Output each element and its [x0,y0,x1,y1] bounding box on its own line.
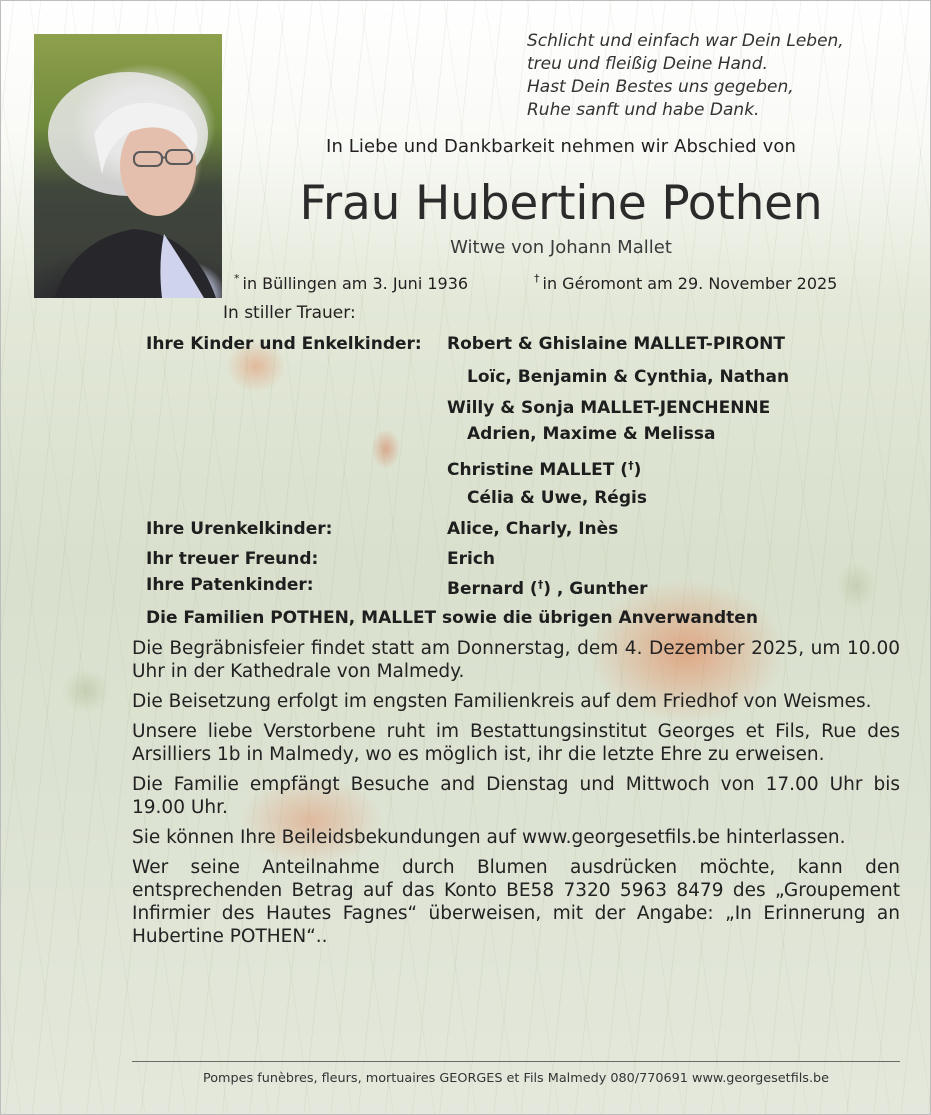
poem [527,30,907,122]
birth-text: in Büllingen am 3. Juni 1936 [242,274,469,293]
dagger-symbol: † [537,578,544,591]
birth-info [234,272,468,293]
child-family [447,455,641,481]
child-family: Robert & Ghislaine MALLET-PIRONT [447,334,785,354]
poem-line: Hast Dein Bestes uns gegeben, [527,77,794,97]
divider [132,1061,900,1062]
child-close: ) [633,460,642,480]
poem-line: treu und fleißig Deine Hand. [527,54,768,74]
death-info [534,272,837,293]
friend-name: Erich [447,549,496,569]
godchild-name: Bernard ( [447,579,538,599]
paragraph: Sie können Ihre Beileidsbekundungen auf www.georgesetfils.be hinterlassen. [132,827,846,848]
great-grandchildren: Alice, Charly, Inès [447,519,619,539]
birth-symbol: * [234,272,240,285]
great-grandchildren-label: Ihre Urenkelkinder: [146,519,333,539]
paragraph: Die Beisetzung erfolgt im engsten Familienkreis auf dem Friedhof von Weismes. [132,691,872,712]
paragraph: Unsere liebe Verstorbene ruht im Bestattungsinstitut Georges et Fils, Rue des Arsilliers 1b in Malmedy, wo es möglich ist, ihr die letzte Ehre zu erweisen. [132,721,900,765]
godchild-rest: ) , Gunther [543,579,648,599]
grandchildren: Adrien, Maxime & Melissa [467,424,716,444]
godchildren [447,574,648,600]
paragraph: Die Familie empfängt Besuche and Dienstag und Mittwoch von 17.00 Uhr bis 19.00 Uhr. [132,774,900,818]
child-name: Christine MALLET ( [447,460,629,480]
portrait-photo [34,34,222,298]
child-family: Willy & Sonja MALLET-JENCHENNE [447,398,771,418]
mourning-label: In stiller Trauer: [223,303,356,323]
portrait-illustration [34,34,222,298]
children-label: Ihre Kinder und Enkelkinder: [146,334,422,354]
paragraph: Wer seine Anteilnahme durch Blumen ausdrücken möchte, kann den entsprechenden Betrag auf das Konto BE58 7320 5963 8479 des „Groupement Infirmier des Hautes Fagnes“ überweisen, mit der Angabe: „In Erinnerung an Hubertine POTHEN“.. [132,857,900,947]
paragraph: Die Begräbnisfeier findet statt am Donnerstag, dem 4. Dezember 2025, um 10.00 Uhr in der Kathedrale von Malmedy. [132,638,900,682]
godchildren-label: Ihre Patenkinder: [146,575,314,595]
grandchildren: Loïc, Benjamin & Cynthia, Nathan [467,367,790,387]
deceased-name: Frau Hubertine Pothen [299,176,823,231]
widow-of: Witwe von Johann Mallet [450,237,672,258]
footer-credits: Pompes funèbres, fleurs, mortuaires GEORGES et Fils Malmedy 080/770691 www.georgesetfils.be [202,1071,830,1086]
poem-line: Ruhe sanft und habe Dank. [527,100,760,120]
funeral-details [132,637,900,955]
death-text: in Géromont am 29. November 2025 [542,274,838,293]
dagger-symbol: † [628,459,634,472]
poem-line: Schlicht und einfach war Dein Leben, [527,31,844,51]
families-line: Die Familien POTHEN, MALLET sowie die übrigen Anverwandten [146,608,758,628]
friend-label: Ihr treuer Freund: [146,549,319,569]
grandchildren: Célia & Uwe, Régis [467,488,647,508]
death-symbol: † [534,272,540,285]
intro-line: In Liebe und Dankbarkeit nehmen wir Abschied von [326,136,796,157]
